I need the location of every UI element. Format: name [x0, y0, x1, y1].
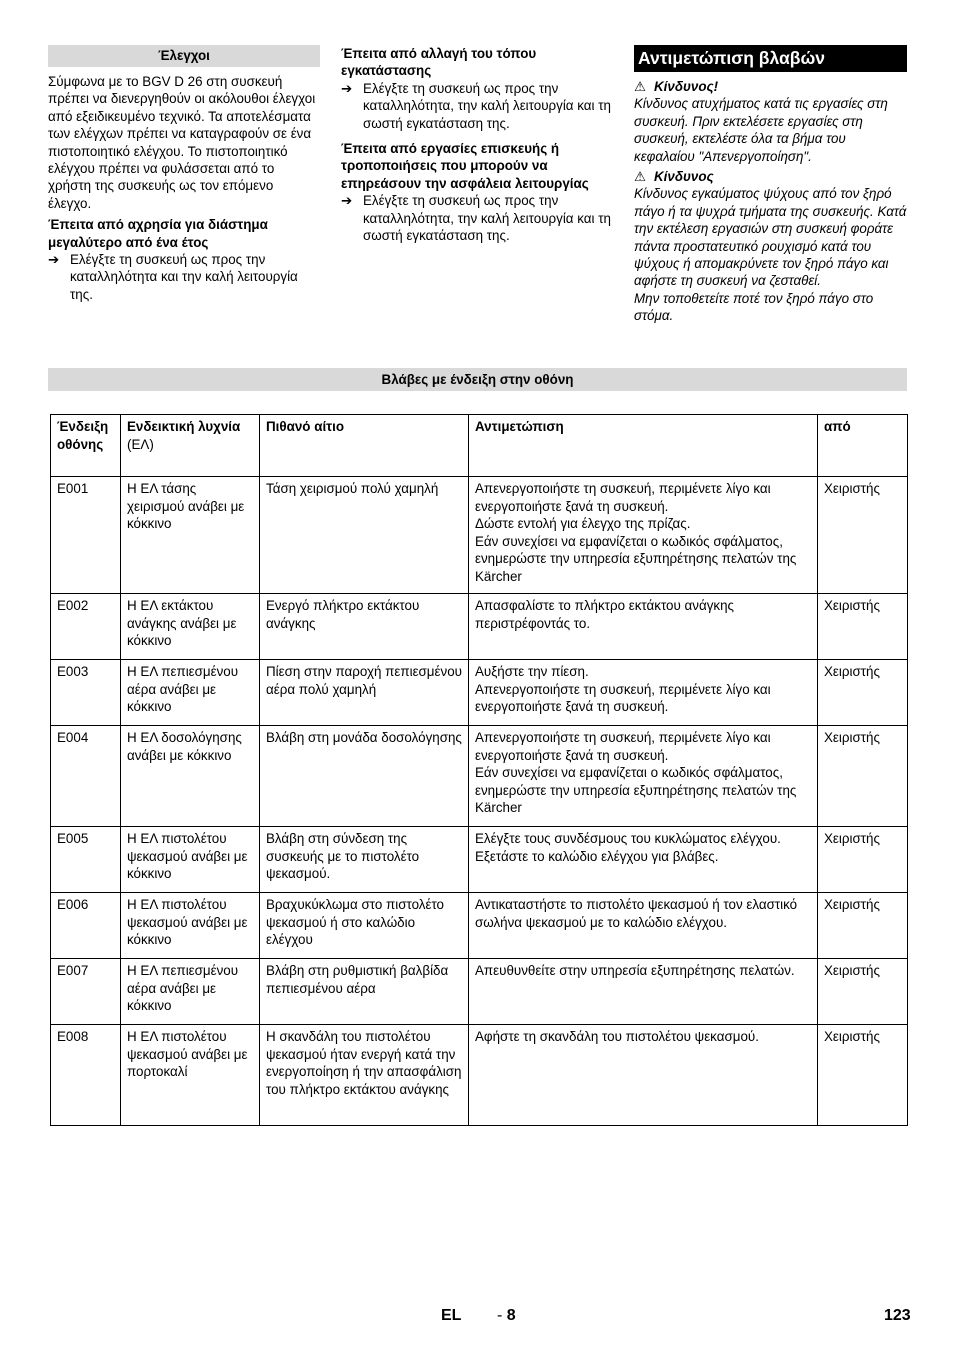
fault-cause: Η σκανδάλη του πιστολέτου ψεκασμού ήταν ενεργή κατά την ενεργοποίηση ή την απασφάλιση του πλήκτρο εκτάκτου ανάγκης — [260, 1025, 469, 1126]
fault-remedy — [469, 660, 818, 726]
header-by: από — [818, 415, 908, 477]
arrow-right-icon: ➔ — [341, 80, 353, 96]
header-led: Ενδεικτική λυχνία (ΕΛ) — [121, 415, 260, 477]
remedy-line: Εάν συνεχίσει να εμφανίζεται ο κωδικός σφάλματος, ενημερώστε την υπηρεσία εξυπηρέτησης πελατών της Kärcher — [475, 765, 797, 816]
troubleshooting-column — [634, 45, 907, 325]
remedy-line: Απενεργοποιήστε τη συσκευή, περιμένετε λίγο και ενεργοποιήστε ξανά τη συσκευή. — [475, 481, 771, 514]
remedy-line: Απενεργοποιήστε τη συσκευή, περιμένετε λίγο και ενεργοποιήστε ξανά τη συσκευή. — [475, 681, 771, 715]
checks-column-continued — [341, 45, 613, 244]
fault-led: Η ΕΛ δοσολόγησης ανάβει με κόκκινο — [121, 726, 260, 827]
frost-warning-text: Κίνδυνος εγκαύματος ψύχους από τον ξηρό πάγο ή τα ψυχρά τμήματα της συσκευής. Κατά την εκτέλεση εργασιών στη συσκευή φοράτε πάντα προστατευτικό ρουχισμό κατά του ψύχους ή απομακρύνετε τον ξηρό πάγο και αφήστε τη συσκευή να ζεσταθεί. — [634, 186, 907, 289]
arrow-right-icon: ➔ — [341, 193, 353, 209]
table-row — [51, 660, 908, 726]
remedy-line: Εάν συνεχίσει να εμφανίζεται ο κωδικός σφάλματος, ενημερώστε την υπηρεσία εξυπηρέτησης πελατών της Kärcher — [475, 533, 797, 584]
remedy-line: Εξετάστε το καλώδιο ελέγχου για βλάβες. — [475, 848, 719, 864]
fault-code: E007 — [51, 959, 121, 1025]
header-remedy: Αντιμετώπιση — [469, 415, 818, 477]
fault-led: Η ΕΛ πεπιεσμένου αέρα ανάβει με κόκκινο — [121, 660, 260, 726]
remedy-line: Απενεργοποιήστε τη συσκευή, περιμένετε λίγο και ενεργοποιήστε ξανά τη συσκευή. — [475, 730, 771, 763]
checks-step-repair — [341, 192, 613, 244]
remedy-line: Δώστε εντολή για έλεγχο της πρίζας. — [475, 516, 691, 532]
remedy-line: Απασφαλίστε το πλήκτρο εκτάκτου ανάγκης περιστρέφοντάς το. — [475, 598, 735, 631]
frost-warning-title: ⚠ Κίνδυνος — [634, 169, 714, 185]
fault-remedy — [469, 477, 818, 594]
footer-language: EL — [441, 1307, 462, 1324]
checks-intro: Σύμφωνα με το BGV D 26 στη συσκευή πρέπει να διενεργηθούν οι ακόλουθοι έλεγχοι από εξειδικευμένο τεχνικό. Τα αποτελέσματα των ελέγχων πρέπει να καταγραφούν σε ένα πιστοποιητικό ελέγχου. Το πιστοποιητικό ελέγχου πρέπει να φυλάσσεται από το χρήστη της συσκευής ως τον επόμενο έλεγχο. — [48, 74, 316, 211]
footer-page-number: 123 — [884, 1307, 911, 1324]
fault-by: Χειριστής — [818, 1025, 908, 1126]
fault-code: E005 — [51, 827, 121, 893]
footer-section-page: - 8 — [497, 1307, 516, 1324]
table-row — [51, 893, 908, 959]
warning-triangle-icon: ⚠ — [634, 79, 647, 94]
troubleshooting-heading: Αντιμετώπιση βλαβών — [634, 45, 907, 72]
fault-cause: Τάση χειρισμού πολύ χαμηλή — [260, 477, 469, 594]
fault-by: Χειριστής — [818, 959, 908, 1025]
fault-led: Η ΕΛ εκτάκτου ανάγκης ανάβει με κόκκινο — [121, 594, 260, 660]
fault-cause: Πίεση στην παροχή πεπιεσμένου αέρα πολύ χαμηλή — [260, 660, 469, 726]
table-row — [51, 477, 908, 594]
fault-remedy — [469, 893, 818, 959]
step-text: Ελέγξτε τη συσκευή ως προς την καταλληλότητα, την καλή λειτουργία και τη σωστή εγκατάσταση της. — [363, 193, 611, 244]
checks-subheading-relocation: Έπειτα από αλλαγή του τόπου εγκατάστασης — [341, 46, 537, 79]
fault-led: Η ΕΛ πιστολέτου ψεκασμού ανάβει με κόκκινο — [121, 893, 260, 959]
fault-led: Η ΕΛ πιστολέτου ψεκασμού ανάβει με κόκκινο — [121, 827, 260, 893]
fault-by: Χειριστής — [818, 660, 908, 726]
fault-remedy — [469, 726, 818, 827]
fault-led: Η ΕΛ πεπιεσμένου αέρα ανάβει με κόκκινο — [121, 959, 260, 1025]
table-row — [51, 827, 908, 893]
fault-code: E002 — [51, 594, 121, 660]
fault-led: Η ΕΛ τάσης χειρισμού ανάβει με κόκκινο — [121, 477, 260, 594]
fault-cause: Βλάβη στη σύνδεση της συσκευής με το πιστολέτο ψεκασμού. — [260, 827, 469, 893]
warning-triangle-icon: ⚠ — [634, 169, 647, 185]
danger-warning-text: Κίνδυνος ατυχήματος κατά τις εργασίες στη συσκευή. Πριν εκτελέσετε εργασίες στη συσκευή, εκτελέστε όλα τα βήμα του κεφαλαίου "Απενεργοποίηση". — [634, 96, 888, 164]
fault-code: E004 — [51, 726, 121, 827]
fault-by: Χειριστής — [818, 893, 908, 959]
checks-step-relocation — [341, 80, 613, 132]
fault-code: E008 — [51, 1025, 121, 1126]
fault-led: Η ΕΛ πιστολέτου ψεκασμού ανάβει με πορτοκαλί — [121, 1025, 260, 1126]
table-row — [51, 726, 908, 827]
fault-by: Χειριστής — [818, 827, 908, 893]
fault-code: E006 — [51, 893, 121, 959]
table-header-row — [51, 415, 908, 477]
step-text: Ελέγξτε τη συσκευή ως προς την καταλληλότητα, την καλή λειτουργία και τη σωστή εγκατάσταση της. — [363, 80, 611, 131]
fault-remedy — [469, 594, 818, 660]
table-row — [51, 959, 908, 1025]
checks-subheading-repair: Έπειτα από εργασίες επισκευής ή τροποποιήσεις που μπορούν να επηρεάσουν την ασφάλεια λειτουργίας — [341, 141, 589, 191]
fault-remedy — [469, 959, 818, 1025]
table-row — [51, 594, 908, 660]
header-cause: Πιθανό αίτιο — [260, 415, 469, 477]
step-text: Ελέγξτε τη συσκευή ως προς την καταλληλότητα και την καλή λειτουργία της. — [70, 252, 298, 302]
remedy-line: Αφήστε τη σκανδάλη του πιστολέτου ψεκασμού. — [475, 1029, 759, 1044]
checks-subheading-inactivity: Έπειτα από αχρησία για διάστημα μεγαλύτερο από ένα έτος — [48, 217, 268, 250]
remedy-line: Αυξήστε την πίεση. — [475, 664, 589, 679]
fault-cause: Βλάβη στη ρυθμιστική βαλβίδα πεπιεσμένου αέρα — [260, 959, 469, 1025]
table-row — [51, 1025, 908, 1126]
fault-by: Χειριστής — [818, 594, 908, 660]
fault-by: Χειριστής — [818, 477, 908, 594]
fault-code: E001 — [51, 477, 121, 594]
danger-warning-title: ⚠ Κίνδυνος! — [634, 79, 719, 94]
fault-cause: Ενεργό πλήκτρο εκτάκτου ανάγκης — [260, 594, 469, 660]
fault-by: Χειριστής — [818, 726, 908, 827]
remedy-line: Απευθυνθείτε στην υπηρεσία εξυπηρέτησης πελατών. — [475, 963, 795, 978]
fault-remedy — [469, 1025, 818, 1126]
faults-section-heading: Βλάβες με ένδειξη στην οθόνη — [48, 368, 907, 391]
remedy-line: Ελέγξτε τους συνδέσμους του κυκλώματος ελέγχου. — [475, 831, 781, 846]
fault-cause: Βλάβη στη μονάδα δοσολόγησης — [260, 726, 469, 827]
arrow-right-icon: ➔ — [48, 252, 60, 268]
header-code: Ένδειξη οθόνης — [51, 415, 121, 477]
checks-heading: Έλεγχοι — [48, 45, 320, 67]
frost-warning-extra: Μην τοποθετείτε ποτέ τον ξηρό πάγο στο στόμα. — [634, 290, 874, 324]
faults-table — [50, 414, 908, 1126]
remedy-line: Αντικαταστήστε το πιστολέτο ψεκασμού ή τον ελαστικό σωλήνα ψεκασμού με το καλώδιο ελέγχου. — [475, 897, 798, 930]
checks-column — [48, 45, 320, 303]
fault-remedy — [469, 827, 818, 893]
checks-step-inactivity — [48, 251, 320, 303]
fault-cause: Βραχυκύκλωμα στο πιστολέτο ψεκασμού ή στο καλώδιο ελέγχου — [260, 893, 469, 959]
fault-code: E003 — [51, 660, 121, 726]
